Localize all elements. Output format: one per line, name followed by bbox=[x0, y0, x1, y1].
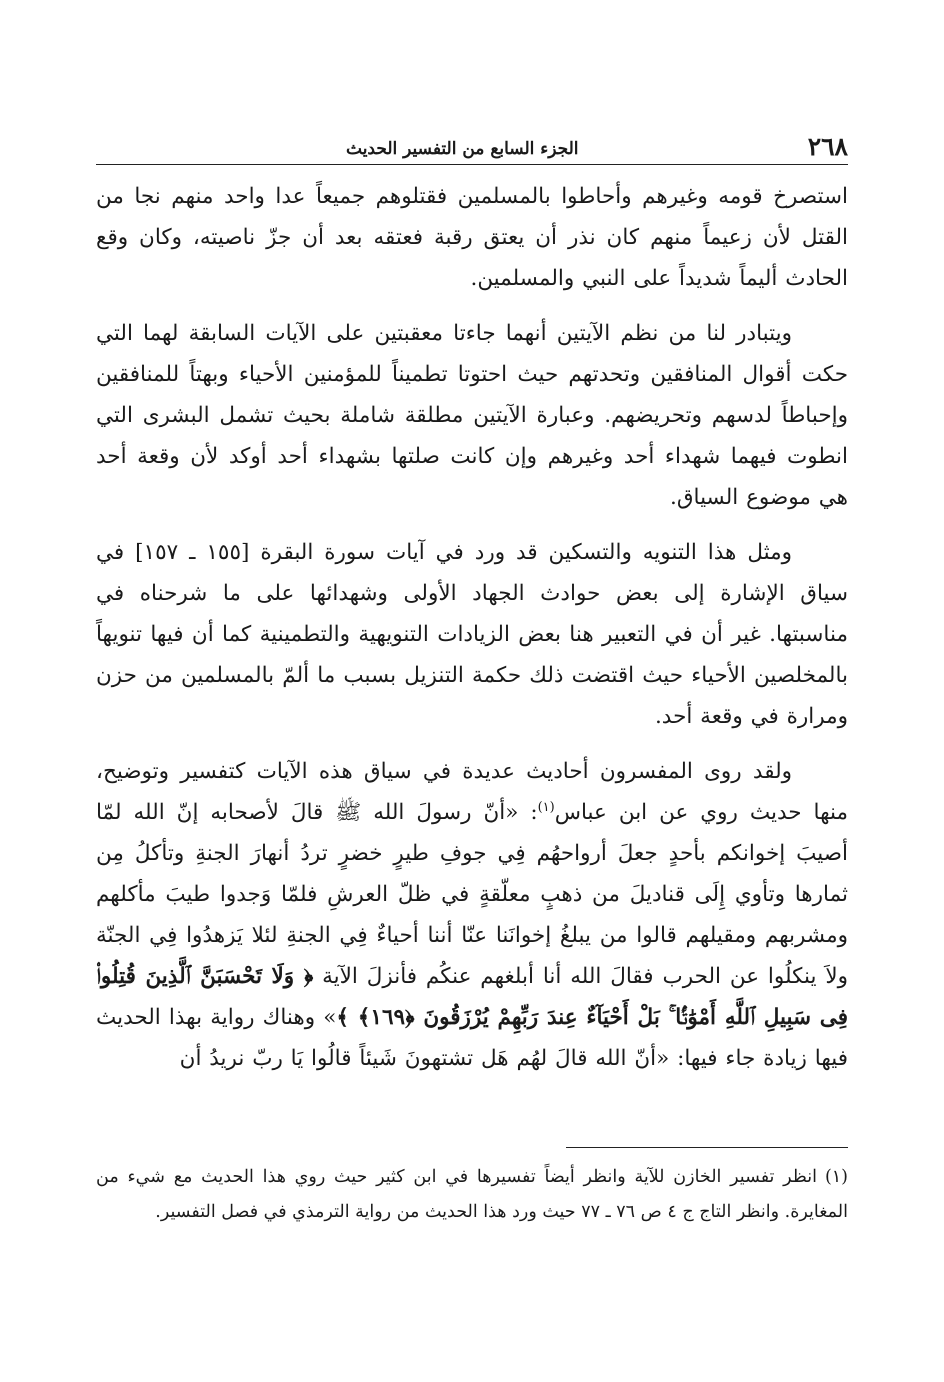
footnote bbox=[96, 1160, 848, 1230]
page-number: ٢٦٨ bbox=[807, 132, 848, 161]
footnote-reference[interactable]: (١) bbox=[537, 799, 555, 815]
footnote-marker: (١) bbox=[824, 1167, 848, 1187]
paragraph: استصرخ قومه وغيرهم وأحاطوا بالمسلمين فقتلوهم جميعاً عدا واحد منهم نجا من القتل لأن زعيماً منهم كان نذر أن يعتق رقبة فعتقه بعد أن جزّ ناصيته، وكان وقع الحادث أليماً شديداً على النبي والمسلمين. bbox=[96, 184, 848, 291]
quran-verse: ﴿ وَلَا تَحْسَبَنَّ ٱلَّذِينَ قُتِلُوا۟ فِى سَبِيلِ ٱللَّهِ أَمْوَٰتًۢا ۚ بَلْ أَحْيَآءٌ عِندَ رَبِّهِمْ يُرْزَقُونَ ﴿١٦٩﴾ ﴾ bbox=[96, 964, 848, 1030]
paragraph-text-continued: » وهناك رواية بهذا الحديث فيها زيادة جاء فيها: «أنّ الله قالَ لهُم هَل تشتهونَ شَيئاً قالُوا يَا ربّ نريدُ أن bbox=[96, 1005, 848, 1071]
running-title: الجزء السابع من التفسير الحديث bbox=[346, 139, 579, 159]
hadith-quote: : «أنّ رسولَ الله ﷺ قالَ لأصحابه إنّ الله لمّا أصيبَ إخوانكم بأحدٍ جعلَ أرواحهُم فِي جوفِ طيرٍ خضرٍ تردُ أنهارَ الجنةِ وتأكلُ مِن ثمارها وتأوي إِلَى قناديلَ من ذهبٍ معلّقةٍ في ظلّ العرشِ فلمّا وَجدوا طيبَ مأكلهم ومشربهم ومقيلهم قالوا من يبلغُ إخوانَنا عنّا أننا أحياءٌ فِي الجنةِ لئلا يَزهدُوا فِي الجنّة ولاَ ينكلُوا عن الحرب فقالَ الله أنا أبلغهم عنكُم فأنزلَ الآية bbox=[96, 800, 848, 989]
page-header bbox=[96, 128, 848, 165]
footnote-divider bbox=[566, 1147, 848, 1148]
paragraph: ومثل هذا التنويه والتسكين قد ورد في آيات سورة البقرة [١٥٥ ـ ١٥٧] في سياق الإشارة إلى بعض حوادث الجهاد الأولى وشهدائها على ما شرحناه في مناسبتها. غير أن في التعبير هنا بعض الزيادات التنويهية والتطمينية كما أن فيها تنويهاً بالمخلصين الأحياء حيث اقتضت ذلك حكمة التنزيل بسبب ما ألمّ بالمسلمين من حزن ومرارة في وقعة أحد. bbox=[96, 540, 848, 729]
main-text bbox=[96, 176, 848, 1079]
paragraph-hadith bbox=[96, 751, 848, 1079]
footnote-text: انظر تفسير الخازن للآية وانظر أيضاً تفسيرها في ابن كثير حيث روي هذا الحديث مع شيء من المغايرة. وانظر التاج ج ٤ ص ٧٦ ـ ٧٧ حيث ورد هذا الحديث من رواية الترمذي في فصل التفسير. bbox=[96, 1167, 848, 1222]
footnotes bbox=[96, 1160, 848, 1230]
paragraph-text: ولقد روى المفسرون أحاديث عديدة في سياق هذه الآيات كتفسير وتوضيح، منها حديث روي عن ابن عباس bbox=[96, 759, 848, 825]
paragraph: ويتبادر لنا من نظم الآيتين أنهما جاءتا معقبتين على الآيات السابقة لهما التي حكت أقوال المنافقين وتحدتهم حيث احتوتا تطميناً للمؤمنين الأحياء وبهتاً للمنافقين وإحباطاً لدسهم وتحريضهم. وعبارة الآيتين مطلقة شاملة بحيث تشمل البشرى التي انطوت فيهما شهداء أحد وغيرهم وإن كانت صلتها بشهداء أحد أوكد لأن وقعة أحد هي موضوع السياق. bbox=[96, 321, 848, 510]
